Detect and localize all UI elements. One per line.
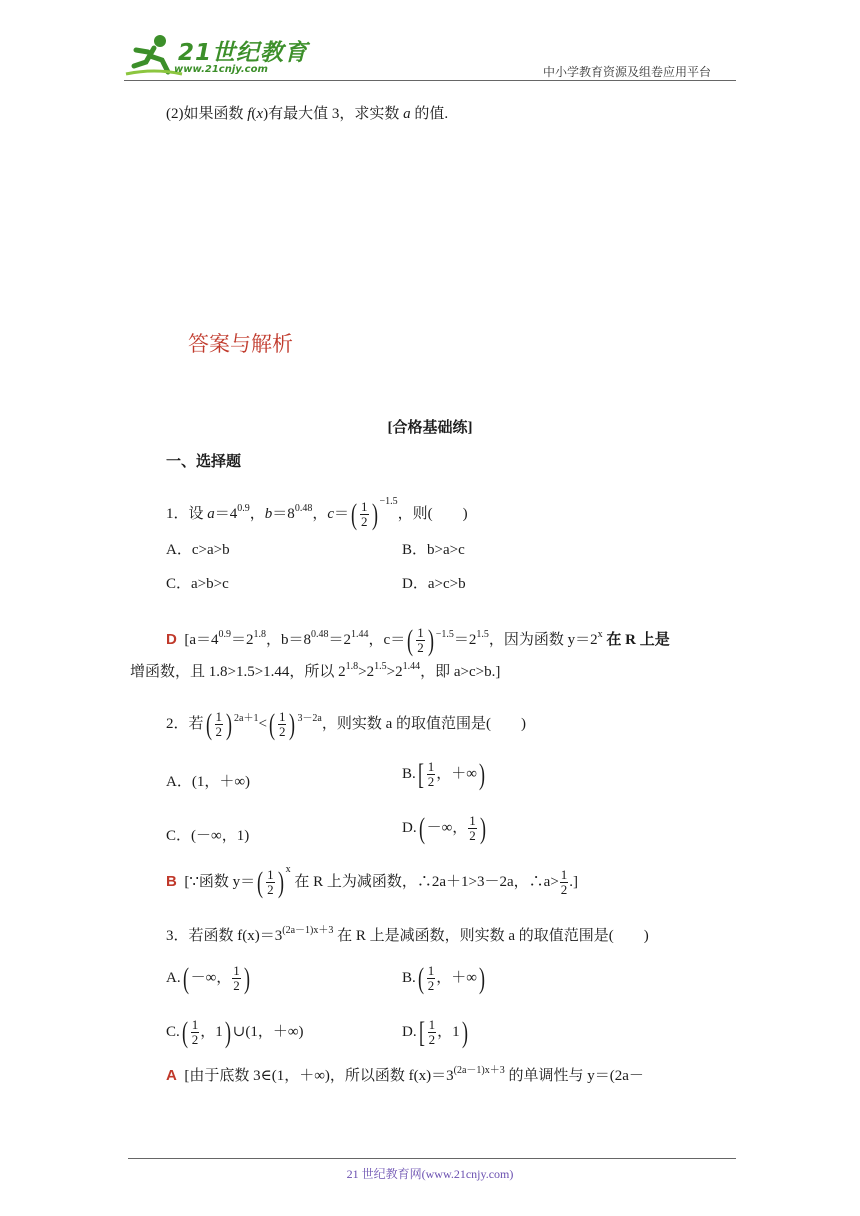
fraction: $\frac{1}{2}$ — [560, 867, 568, 898]
question-part-2: (2)如果函数 f(x)有最大值 3，求实数 a 的值. — [166, 106, 449, 122]
fraction: $\frac{1}{2}$ — [233, 963, 240, 994]
footer-text[interactable]: 21 世纪教育网(www.21cnjy.com) — [346, 1167, 514, 1181]
part-heading: 一、选择题 — [166, 453, 242, 470]
q1-solution-line-1: D [$a=4^{0.9}=2^{1.8}$，$b=8^{0.48}=2^{1.44}$，c＝( $\frac{1}{2}$ ) $^{-1.5}=2^{1.5}$，因为函数 $y=2^x$ 在 R 上是 — [166, 623, 670, 657]
fraction: $\frac{1}{2}$ — [191, 1017, 199, 1048]
q1-option-b: B．b>a>c — [402, 542, 465, 558]
practice-heading: [合格基础练] — [387, 420, 473, 436]
fraction: $\frac{1}{2}$ — [428, 1017, 436, 1048]
q2-option-b: B.[ $\frac{1}{2}$ ，＋∞) — [402, 757, 485, 791]
q1-option-a: A．c>a>b — [166, 542, 230, 558]
q3-option-b: B.( $\frac{1}{2}$ ，＋∞) — [402, 961, 485, 995]
q2-option-a: A．(1，＋∞) — [166, 774, 251, 790]
fraction: $\frac{1}{2}$ — [469, 813, 476, 844]
fraction: $\frac{1}{2}$ — [361, 499, 368, 530]
q3-solution: A [由于底数 3∈(1，＋∞)，所以函数 $f(x)=3^{(2a-1)x+3}$ 的单调性与 y＝(2a－ — [166, 1065, 644, 1084]
q1-stem: 1．设 $a=4^{0.9}$，$b=8^{0.48}$，c＝( $\frac{1}{2}$ ) $^{-1.5}$，则( ) — [166, 496, 468, 531]
q1-option-d: D．a>c>b — [402, 576, 466, 592]
fraction: $\frac{1}{2}$ — [427, 759, 435, 790]
fraction: $\frac{1}{2}$ — [427, 963, 435, 994]
header-divider — [124, 80, 736, 81]
fraction: $\frac{1}{2}$ — [267, 867, 274, 898]
q1-solution-line-2: 增函数，且 1.8>1.5>1.44，所以 $2^{1.8}>2^{1.5}>2^{1.44}$，即 a>c>b.] — [130, 661, 501, 680]
fraction: $\frac{1}{2}$ — [278, 709, 286, 740]
section-title: 答案与解析 — [188, 332, 293, 356]
fraction: $\frac{1}{2}$ — [417, 625, 424, 656]
q3-answer: A — [166, 1067, 177, 1084]
q1-option-c: C．a>b>c — [166, 576, 229, 592]
q1-answer: D — [166, 631, 177, 648]
logo-url: www.21cnjy.com — [174, 64, 268, 75]
q2-solution: B [∵函数 y＝( $\frac{1}{2}$ ) $^x$ 在 R 上为减函数，∴2a＋1>3－2a，∴a> $\frac{1}{2}$ .] — [166, 864, 579, 899]
q3-option-c: C.( $\frac{1}{2}$ ，1) ∪(1，＋∞) — [166, 1015, 304, 1049]
q2-stem: 2．若( $\frac{1}{2}$ ) $^{2a+1}$<( $\frac{1}{2}$ ) $^{3-2a}$，则实数 a 的取值范围是( ) — [166, 707, 527, 741]
logo-brand: 21世纪教育 — [178, 40, 309, 66]
q2-answer: B — [166, 873, 177, 890]
footer-divider — [128, 1158, 736, 1159]
q2-option-d: D.( －∞， $\frac{1}{2}$ ) — [402, 811, 486, 845]
q3-option-a: A.( －∞， $\frac{1}{2}$ ) — [166, 961, 250, 995]
q3-stem: 3．若函数 $f(x)=3^{(2a-1)x+3}$ 在 R 上是减函数，则实数 a 的取值范围是( ) — [166, 925, 649, 944]
header-platform: 中小学教育资源及组卷应用平台 — [543, 65, 712, 79]
q2-option-c: C．(－∞，1) — [166, 828, 250, 844]
q3-option-d: D.[ $\frac{1}{2}$ ，1) — [402, 1015, 468, 1049]
fraction: $\frac{1}{2}$ — [215, 709, 223, 740]
